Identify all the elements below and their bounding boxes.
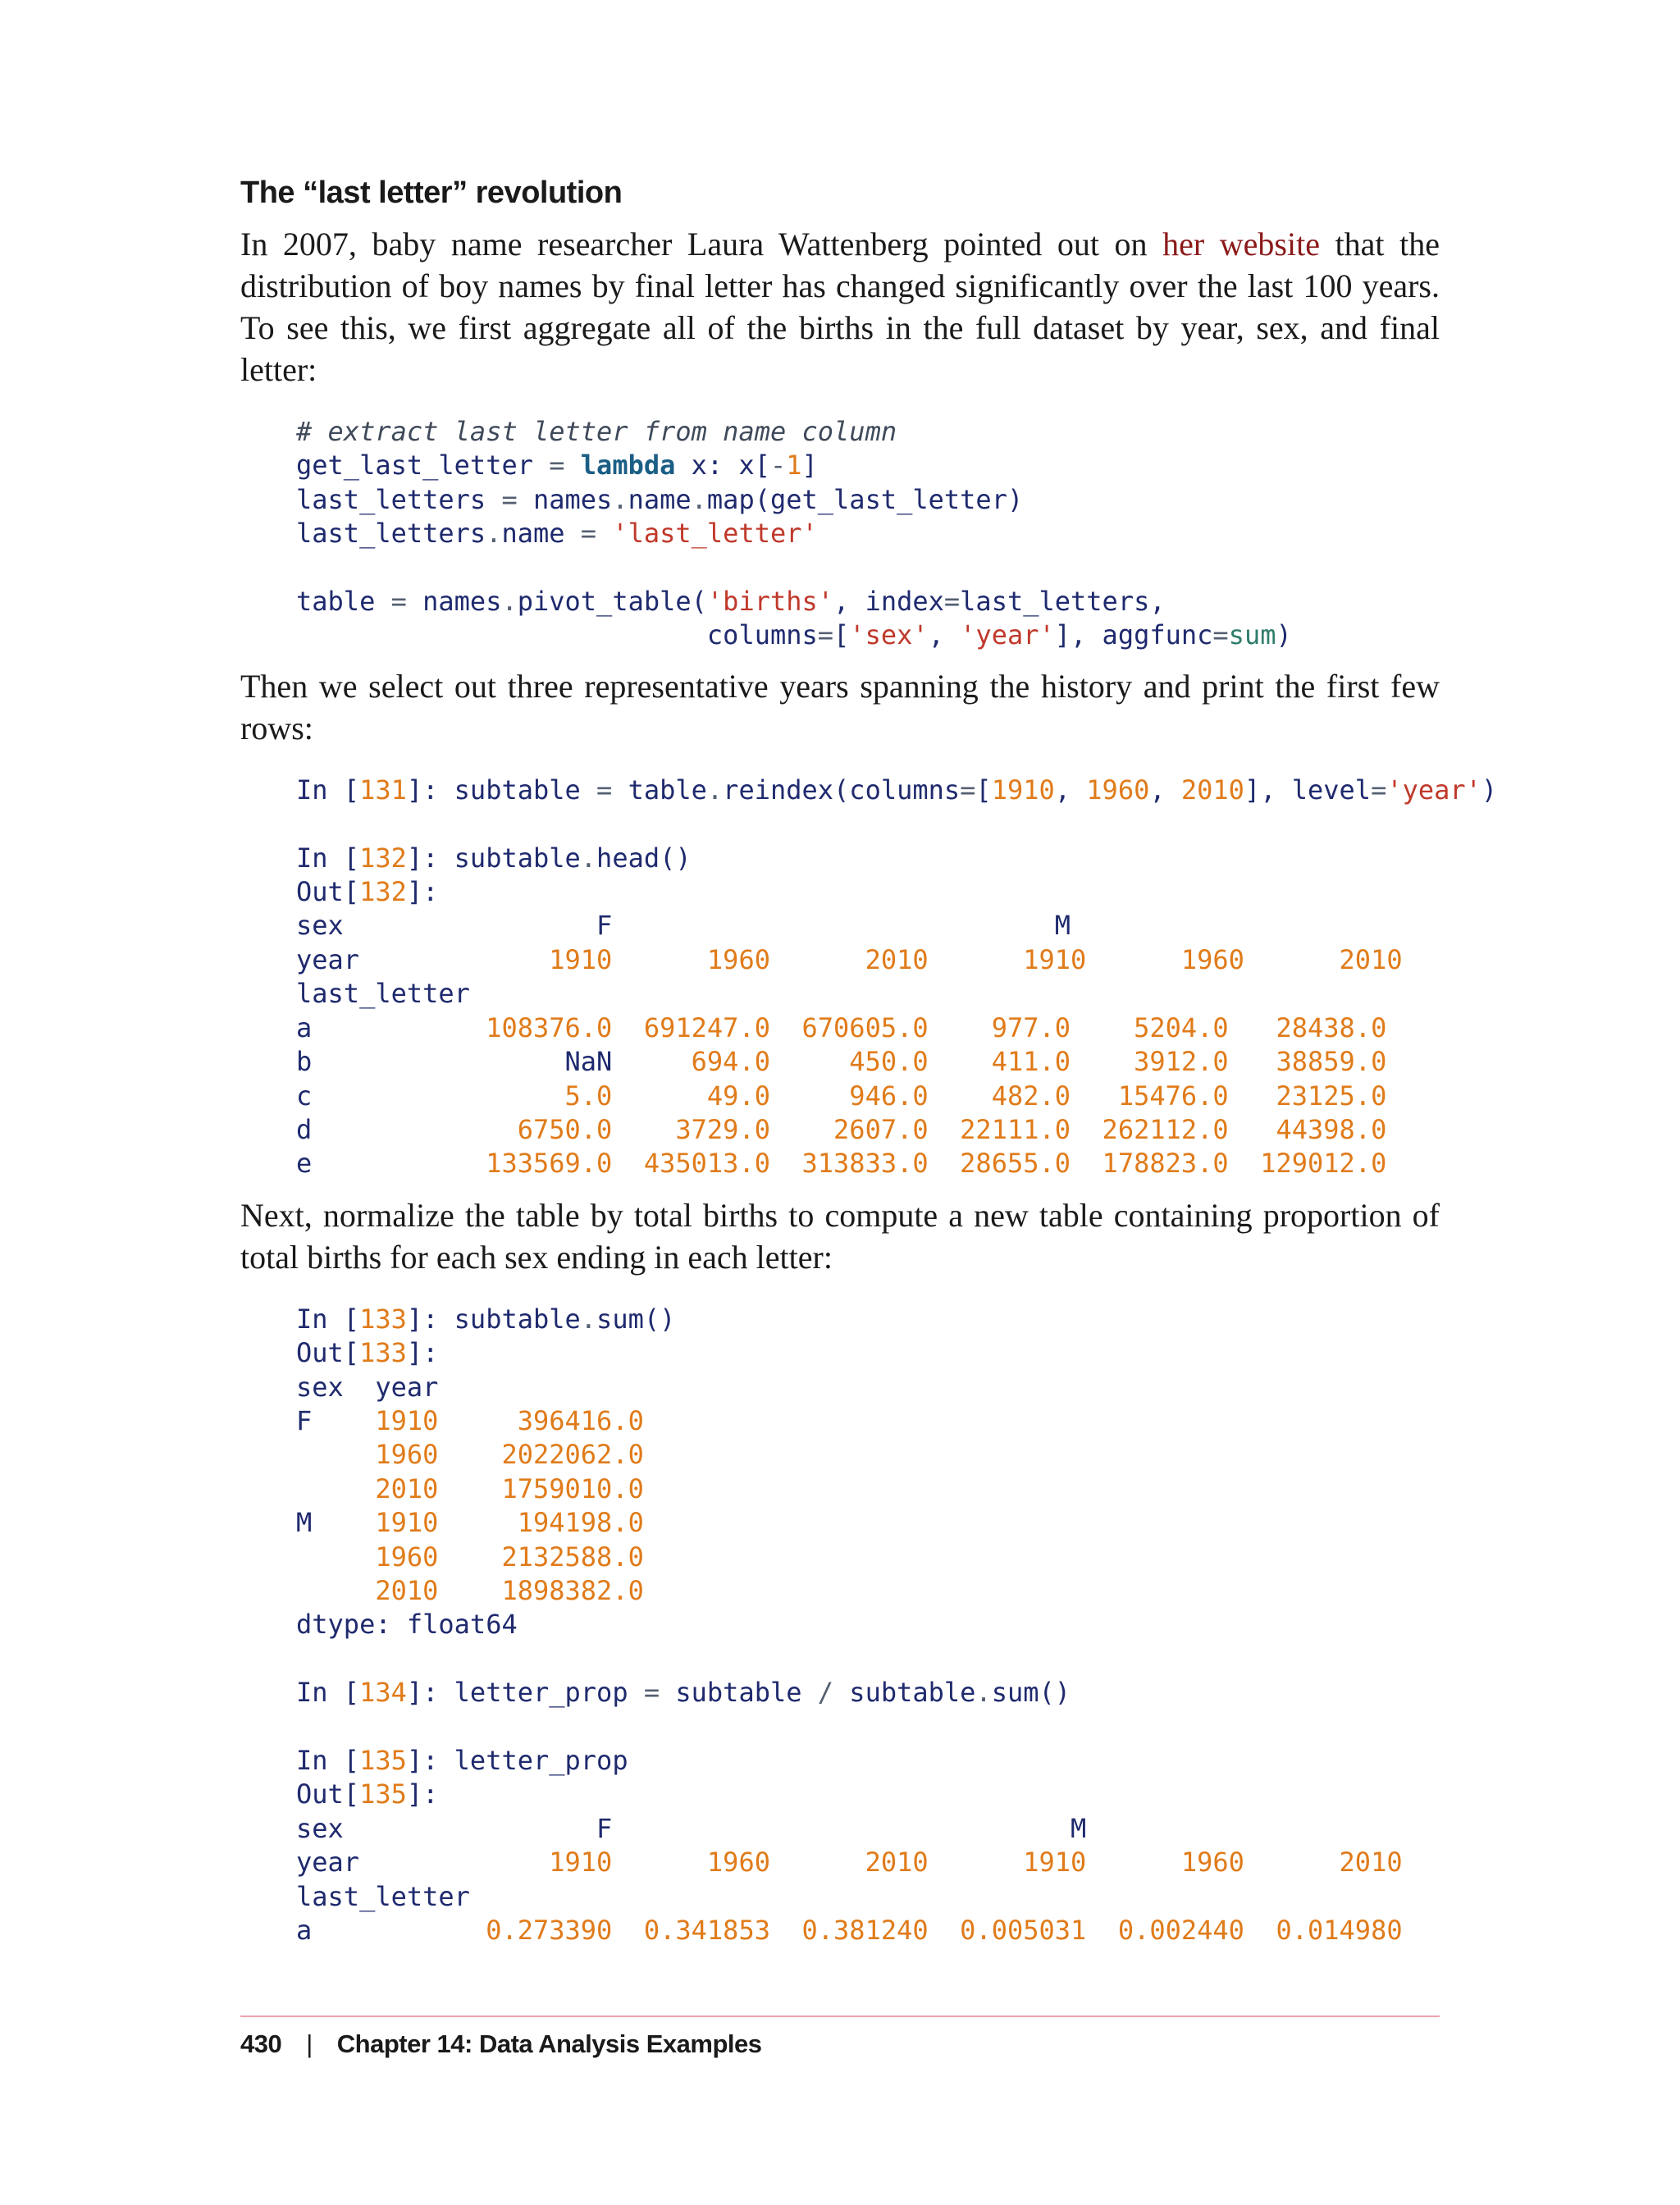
code-block-letter-prop bbox=[240, 1303, 1440, 1948]
chapter-title: Chapter 14: Data Analysis Examples bbox=[336, 2029, 762, 2058]
code-line: get_last_letter = lambda x: x[-1] bbox=[296, 450, 818, 482]
code-line: M 1910 194198.0 bbox=[296, 1507, 644, 1539]
code-line: last_letters = names.name.map(get_last_letter) bbox=[296, 483, 1024, 515]
code-line: In [131]: subtable = table.reindex(columns=[1910, 1960, 2010], level='year') bbox=[296, 774, 1498, 806]
code-line: year 1910 1960 2010 1910 1960 2010 bbox=[296, 943, 1403, 975]
code-line: last_letters.name = 'last_letter' bbox=[296, 518, 818, 550]
code-line: In [135]: letter_prop bbox=[296, 1745, 628, 1776]
code-line: year 1910 1960 2010 1910 1960 2010 bbox=[296, 1847, 1403, 1879]
code-line: last_letter bbox=[296, 978, 470, 1010]
code-line: a 108376.0 691247.0 670605.0 977.0 5204.0 28438.0 bbox=[296, 1011, 1387, 1043]
page-number: 430 bbox=[240, 2029, 282, 2058]
code-line: 2010 1759010.0 bbox=[375, 1472, 644, 1504]
code-line: 2010 1898382.0 bbox=[375, 1574, 644, 1606]
page-footer bbox=[240, 2029, 762, 2059]
code-line: 1960 2022062.0 bbox=[375, 1439, 644, 1471]
code-line: table = names.pivot_table('births', index=last_letters, bbox=[296, 586, 1166, 618]
intro-text-after: that the distribution of boy names by final letter has changed significantly over the last 100 years. To see this, we first aggregate all of the births in the full dataset by year, sex, and final letter: bbox=[240, 226, 1440, 388]
code-line: # extract last letter from name column bbox=[296, 416, 897, 447]
footer-separator: | bbox=[306, 2029, 313, 2058]
code-block-pivot bbox=[240, 415, 1440, 653]
code-line: Out[135]: bbox=[296, 1778, 439, 1810]
code-line: In [132]: subtable.head() bbox=[296, 842, 692, 874]
code-line: a 0.273390 0.341853 0.381240 0.005031 0.002440 0.014980 bbox=[296, 1915, 1403, 1947]
code-line: Out[132]: bbox=[296, 876, 439, 908]
code-line: In [134]: letter_prop = subtable / subtable.sum() bbox=[296, 1677, 1071, 1709]
code-line: b NaN 694.0 450.0 411.0 3912.0 38859.0 bbox=[296, 1046, 1387, 1078]
page-content bbox=[240, 169, 1498, 1947]
code-line: sex F M bbox=[296, 1812, 1087, 1844]
code-block-subtable bbox=[240, 774, 1498, 1181]
code-line: dtype: float64 bbox=[296, 1609, 518, 1641]
code-line: sex F M bbox=[296, 910, 1071, 942]
code-line: In [133]: subtable.sum() bbox=[296, 1303, 676, 1335]
code-line: last_letter bbox=[296, 1880, 470, 1912]
code-line: c 5.0 49.0 946.0 482.0 15476.0 23125.0 bbox=[296, 1080, 1387, 1112]
intro-text-before: In 2007, baby name researcher Laura Wattenberg pointed out on bbox=[240, 226, 1163, 262]
code-line: Out[133]: bbox=[296, 1337, 439, 1369]
normalize-paragraph: Next, normalize the table by total births to compute a new table containing proportion of total births for each sex ending in each letter: bbox=[240, 1196, 1440, 1276]
code-line: sex year bbox=[296, 1371, 439, 1403]
footer-rule bbox=[240, 2016, 1440, 2017]
website-link[interactable]: her website bbox=[1162, 226, 1320, 262]
code-line: columns=['sex', 'year'], aggfunc=sum) bbox=[706, 619, 1292, 651]
code-line: e 133569.0 435013.0 313833.0 28655.0 178823.0 129012.0 bbox=[296, 1148, 1387, 1180]
code-line: d 6750.0 3729.0 2607.0 22111.0 262112.0 44398.0 bbox=[296, 1113, 1387, 1145]
code-line: 1960 2132588.0 bbox=[375, 1541, 644, 1573]
select-years-paragraph: Then we select out three representative years spanning the history and print the first few rows: bbox=[240, 667, 1440, 746]
intro-paragraph bbox=[240, 223, 1440, 390]
section-heading: The “last letter” revolution bbox=[240, 176, 623, 210]
code-line: F 1910 396416.0 bbox=[296, 1404, 644, 1436]
